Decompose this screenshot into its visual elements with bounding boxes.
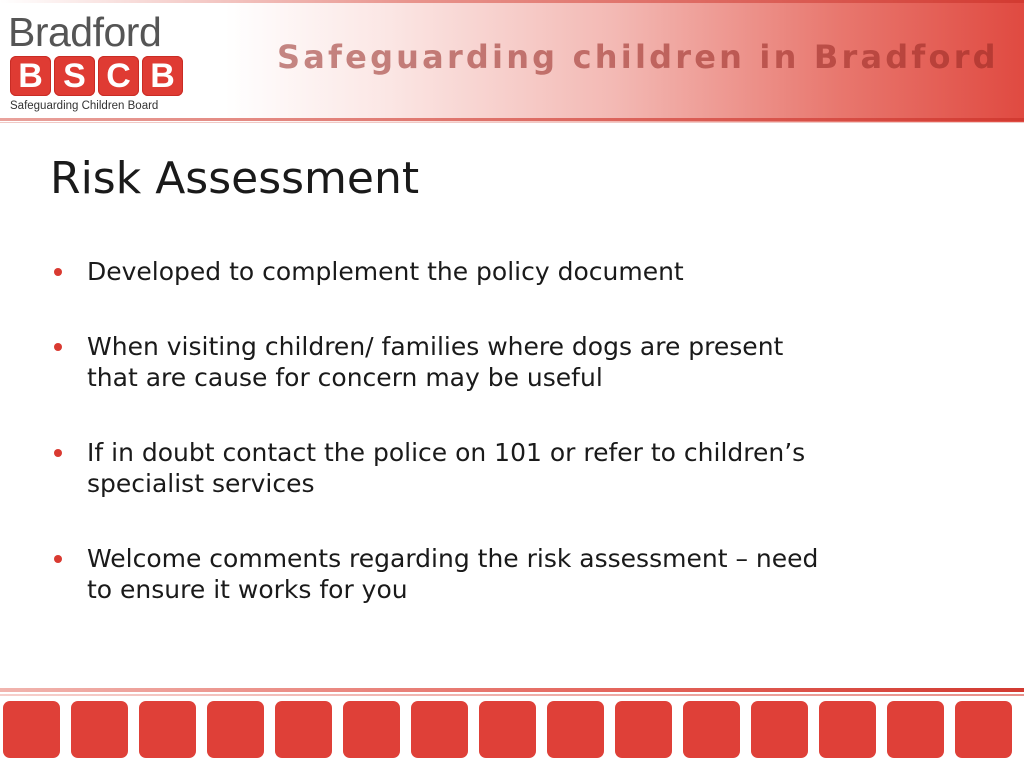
footer-tile	[411, 701, 468, 758]
footer-tile	[139, 701, 196, 758]
banner-title: Safeguarding children in Bradford	[277, 38, 999, 76]
footer-tile	[3, 701, 60, 758]
bscb-logo	[8, 10, 193, 114]
bullet-text: When visiting children/ families where dogs are present that are cause for concern may be useful	[87, 332, 784, 392]
footer-tile	[683, 701, 740, 758]
footer-tile	[343, 701, 400, 758]
bullet-dot-icon	[54, 343, 62, 351]
footer-tile	[751, 701, 808, 758]
bullet-item	[50, 543, 950, 605]
bullet-text: Developed to complement the policy document	[87, 257, 684, 286]
logo-word: Bradford	[8, 9, 162, 55]
logo-letter-b2: B	[142, 56, 183, 96]
bullet-item	[50, 331, 950, 393]
footer-tile	[479, 701, 536, 758]
footer-secondary-rule	[0, 694, 1024, 696]
bullet-dot-icon	[54, 449, 62, 457]
bullet-list	[50, 256, 950, 649]
footer-tile-row	[3, 701, 1012, 758]
bullet-item	[50, 256, 950, 287]
footer-tile	[887, 701, 944, 758]
bullet-dot-icon	[54, 268, 62, 276]
logo-letter-s: S	[54, 56, 95, 96]
logo-letter-b1: B	[10, 56, 51, 96]
footer-tile	[71, 701, 128, 758]
logo-letter-c: C	[98, 56, 139, 96]
header-top-rule	[0, 0, 1024, 3]
bullet-text: If in doubt contact the police on 101 or refer to children’s specialist services	[87, 438, 806, 498]
bullet-dot-icon	[54, 555, 62, 563]
footer-tile	[819, 701, 876, 758]
footer-tile	[615, 701, 672, 758]
footer-tile	[955, 701, 1012, 758]
footer-top-rule	[0, 688, 1024, 692]
logo-tagline: Safeguarding Children Board	[10, 100, 159, 112]
header-banner	[0, 0, 1024, 122]
footer-band	[0, 688, 1024, 768]
bullet-item	[50, 437, 950, 499]
bullet-text: Welcome comments regarding the risk assessment – need to ensure it works for you	[87, 544, 819, 604]
slide-title: Risk Assessment	[50, 153, 420, 204]
footer-tile	[547, 701, 604, 758]
header-bottom-rule	[0, 118, 1024, 121]
footer-tile	[207, 701, 264, 758]
logo-letter-boxes	[10, 56, 183, 96]
header-bottom-hairline	[0, 122, 1024, 123]
footer-tile	[275, 701, 332, 758]
